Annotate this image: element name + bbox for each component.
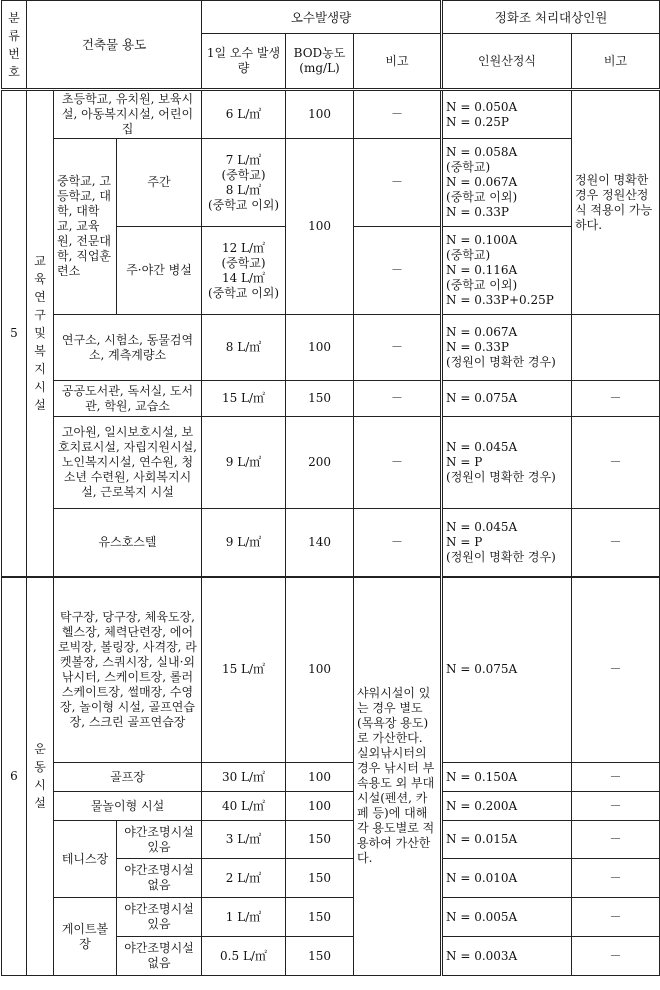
formula-golf-course: N = 0.150A [442,763,572,792]
remark2-tennis-unlit: － [572,859,660,898]
sewage-elementary: 6 L/㎡ [202,90,286,139]
sewage-daytime: 7 L/㎡ (중학교) 8 L/㎡ (중학교 이외) [202,139,286,227]
formula-sports-facilities: N = 0.075A [442,577,572,763]
sewage-library: 15 L/㎡ [202,381,286,417]
use-secondary-schools: 중학교, 고등학교, 대학, 대학교, 교육원, 전문대학, 직업훈련소 [54,139,117,315]
formula-gateball-lit: N = 0.005A [442,898,572,937]
header-sewage-group: 오수발생량 [202,1,442,34]
use-gateball-court: 게이트볼장 [54,898,117,976]
sub-day-night: 주·야간 병설 [117,227,202,315]
remark2-welfare: － [572,417,660,509]
sub-daytime: 주간 [117,139,202,227]
section-6-number: 6 [2,577,27,976]
header-daily-sewage: 1일 오수 발생량 [202,34,286,90]
sewage-youth-hostel: 9 L/㎡ [202,509,286,577]
remark-library: － [354,381,442,417]
sewage-tennis-unlit: 2 L/㎡ [202,859,286,898]
formula-youth-hostel: N = 0.045A N = P (정원이 명확한 경우) [442,509,572,577]
use-golf-course: 골프장 [54,763,202,792]
remark2-golf-course: － [572,763,660,792]
formula-welfare: N = 0.045A N = P (정원이 명확한 경우) [442,417,572,509]
remark-day-night: － [354,227,442,315]
remark2-gateball-unlit: － [572,937,660,976]
shared-remark-sports: 샤워시설이 있는 경우 별도(목욕장 용도)로 가산한다. 실외낚시터의 경우 낚시터 부속용도 외 부대시설(펜션, 카페 등)에 대해 각 용도별로 적용하여 가산한다. [354,577,442,976]
header-septic-group: 정화조 처리대상인원 [442,1,660,34]
header-bod: BOD농도 (mg/L) [286,34,354,90]
sewage-golf-course: 30 L/㎡ [202,763,286,792]
section-5-category: 교 육 연 구 및 복 지 시 설 [27,90,54,577]
sewage-sports-facilities: 15 L/㎡ [202,577,286,763]
sewage-research: 8 L/㎡ [202,315,286,381]
remark-daytime: － [354,139,442,227]
bod-secondary-schools: 100 [286,139,354,315]
use-welfare: 고아원, 일시보호시설, 보호치료시설, 자립지원시설, 노인복지시설, 연수원, 청소년 수련원, 사회복지시설, 근로복지 시설 [54,417,202,509]
remark2-tennis-lit: － [572,821,660,859]
header-building-use: 건축물 용도 [27,1,202,90]
bod-elementary: 100 [286,90,354,139]
bod-sports-facilities: 100 [286,577,354,763]
bod-water-play: 100 [286,792,354,821]
sub-gateball-unlit: 야간조명시설 없음 [117,937,202,976]
formula-elementary: N = 0.050A N = 0.25P [442,90,572,139]
remark2-sports-facilities: － [572,577,660,763]
sewage-tennis-lit: 3 L/㎡ [202,821,286,859]
formula-tennis-unlit: N = 0.010A [442,859,572,898]
remark2-research [572,315,660,381]
formula-daytime: N = 0.058A (중학교) N = 0.067A (중학교 이외) N = 0.33P [442,139,572,227]
remark2-school: 정원이 명확한 경우 정원산정식 적용이 가능하다. [572,90,660,315]
use-youth-hostel: 유스호스텔 [54,509,202,577]
formula-research: N = 0.067A N = 0.33P (정원이 명확한 경우) [442,315,572,381]
sub-tennis-unlit: 야간조명시설 없음 [117,859,202,898]
formula-day-night: N = 0.100A (중학교) N = 0.116A (중학교 이외) N = 0.33P+0.25P [442,227,572,315]
section-5-number: 5 [2,90,27,577]
remark2-library: － [572,381,660,417]
bod-tennis-lit: 150 [286,821,354,859]
sewage-welfare: 9 L/㎡ [202,417,286,509]
formula-library: N = 0.075A [442,381,572,417]
bod-welfare: 200 [286,417,354,509]
header-remarks: 비고 [354,34,442,90]
bod-gateball-lit: 150 [286,898,354,937]
use-water-play: 물놀이형 시설 [54,792,202,821]
use-research: 연구소, 시험소, 동물검역소, 계측계량소 [54,315,202,381]
sewage-water-play: 40 L/㎡ [202,792,286,821]
formula-tennis-lit: N = 0.015A [442,821,572,859]
sub-gateball-lit: 야간조명시설 있음 [117,898,202,937]
remark2-youth-hostel: － [572,509,660,577]
formula-water-play: N = 0.200A [442,792,572,821]
bod-golf-course: 100 [286,763,354,792]
remark2-gateball-lit: － [572,898,660,937]
section-6-category: 운 동 시 설 [27,577,54,976]
sub-tennis-lit: 야간조명시설 있음 [117,821,202,859]
bod-tennis-unlit: 150 [286,859,354,898]
formula-gateball-unlit: N = 0.003A [442,937,572,976]
bod-research: 100 [286,315,354,381]
remark-youth-hostel: － [354,509,442,577]
bod-gateball-unlit: 150 [286,937,354,976]
sewage-day-night: 12 L/㎡ (중학교) 14 L/㎡ (중학교 이외) [202,227,286,315]
remark2-water-play: － [572,792,660,821]
use-sports-facilities: 탁구장, 당구장, 체육도장, 헬스장, 체력단련장, 에어로빅장, 볼링장, 사격장, 라켓볼장, 스쿼시장, 실내·외낚시터, 스케이트장, 롤러스케이트장, 썰매장, 수영장, 놀이형 시설, 골프연습장, 스크린 골프연습장 [54,577,202,763]
sewage-standards-table [1,0,660,976]
use-library: 공공도서관, 독서실, 도서관, 학원, 교습소 [54,381,202,417]
use-elementary: 초등학교, 유치원, 보육시설, 아동복지시설, 어린이집 [54,90,202,139]
remark-research: － [354,315,442,381]
bod-youth-hostel: 140 [286,509,354,577]
use-tennis-court: 테니스장 [54,821,117,898]
remark-welfare: － [354,417,442,509]
header-formula: 인원산정식 [442,34,572,90]
header-class-no: 분 류 번 호 [2,1,27,90]
bod-library: 150 [286,381,354,417]
sewage-gateball-lit: 1 L/㎡ [202,898,286,937]
header-remarks2: 비고 [572,34,660,90]
sewage-gateball-unlit: 0.5 L/㎡ [202,937,286,976]
remark-elementary: － [354,90,442,139]
